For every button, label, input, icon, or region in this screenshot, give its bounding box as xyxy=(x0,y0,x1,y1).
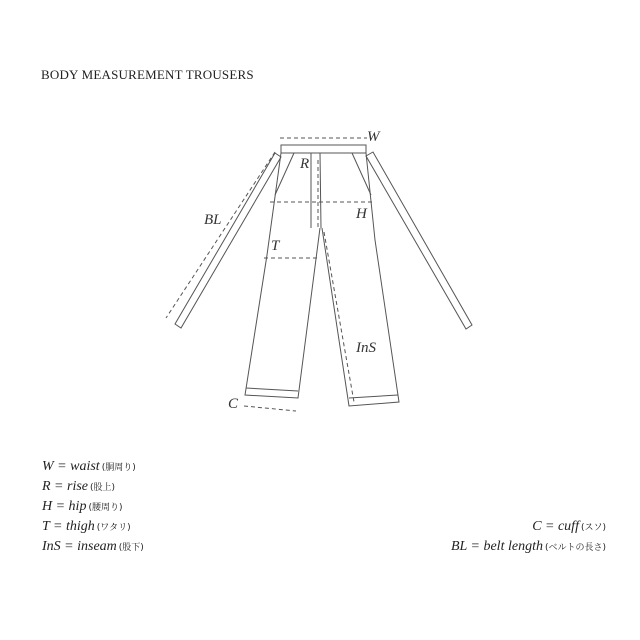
legend-cuff xyxy=(532,519,606,535)
center-seam xyxy=(320,153,321,228)
legend-thigh xyxy=(42,519,131,535)
legend-inseam-text: InS = inseam xyxy=(42,539,117,554)
legend-waist-text: W = waist xyxy=(42,459,100,474)
right-leg-outline xyxy=(322,153,399,406)
legend-inseam xyxy=(42,539,144,555)
legend-belt-length-jp: (ベルトの長さ) xyxy=(544,543,606,553)
label-c: C xyxy=(228,396,239,412)
diagram-title: BODY MEASUREMENT TROUSERS xyxy=(41,67,254,82)
inseam-measure-line xyxy=(324,232,354,402)
legend-hip-text: H = hip xyxy=(42,499,87,514)
label-ins: InS xyxy=(356,340,376,356)
label-t: T xyxy=(271,238,280,254)
left-cuff-line xyxy=(246,388,298,391)
legend-thigh-text: T = thigh xyxy=(42,519,95,534)
legend-belt-length-text: BL = belt length xyxy=(450,539,543,554)
legend-rise-jp: (股上) xyxy=(90,483,116,493)
label-h: H xyxy=(356,206,367,222)
right-cuff-line xyxy=(349,395,398,398)
label-bl: BL xyxy=(204,212,222,228)
legend-cuff-text: C = cuff xyxy=(532,519,579,534)
cuff-measure-line xyxy=(244,406,296,411)
legend-cuff-jp: (スソ) xyxy=(580,523,606,533)
legend-belt-length xyxy=(451,539,606,555)
label-w: W xyxy=(367,129,380,145)
legend-inseam-jp: (股下) xyxy=(118,543,144,553)
legend-hip xyxy=(42,499,122,515)
legend-rise-text: R = rise xyxy=(42,479,88,494)
belt-length-measure-line xyxy=(166,152,275,318)
legend-waist-jp: (胴周り) xyxy=(101,463,136,473)
label-r: R xyxy=(300,156,310,172)
legend-waist xyxy=(42,459,136,475)
legend-rise xyxy=(42,479,115,495)
waistband-shape xyxy=(281,145,366,153)
right-belt-strap xyxy=(366,152,472,329)
legend-hip-jp: (腰周り) xyxy=(88,503,123,513)
left-leg-outline xyxy=(245,153,320,398)
legend-thigh-jp: (ワタリ) xyxy=(96,523,131,533)
left-belt-strap xyxy=(175,153,281,328)
